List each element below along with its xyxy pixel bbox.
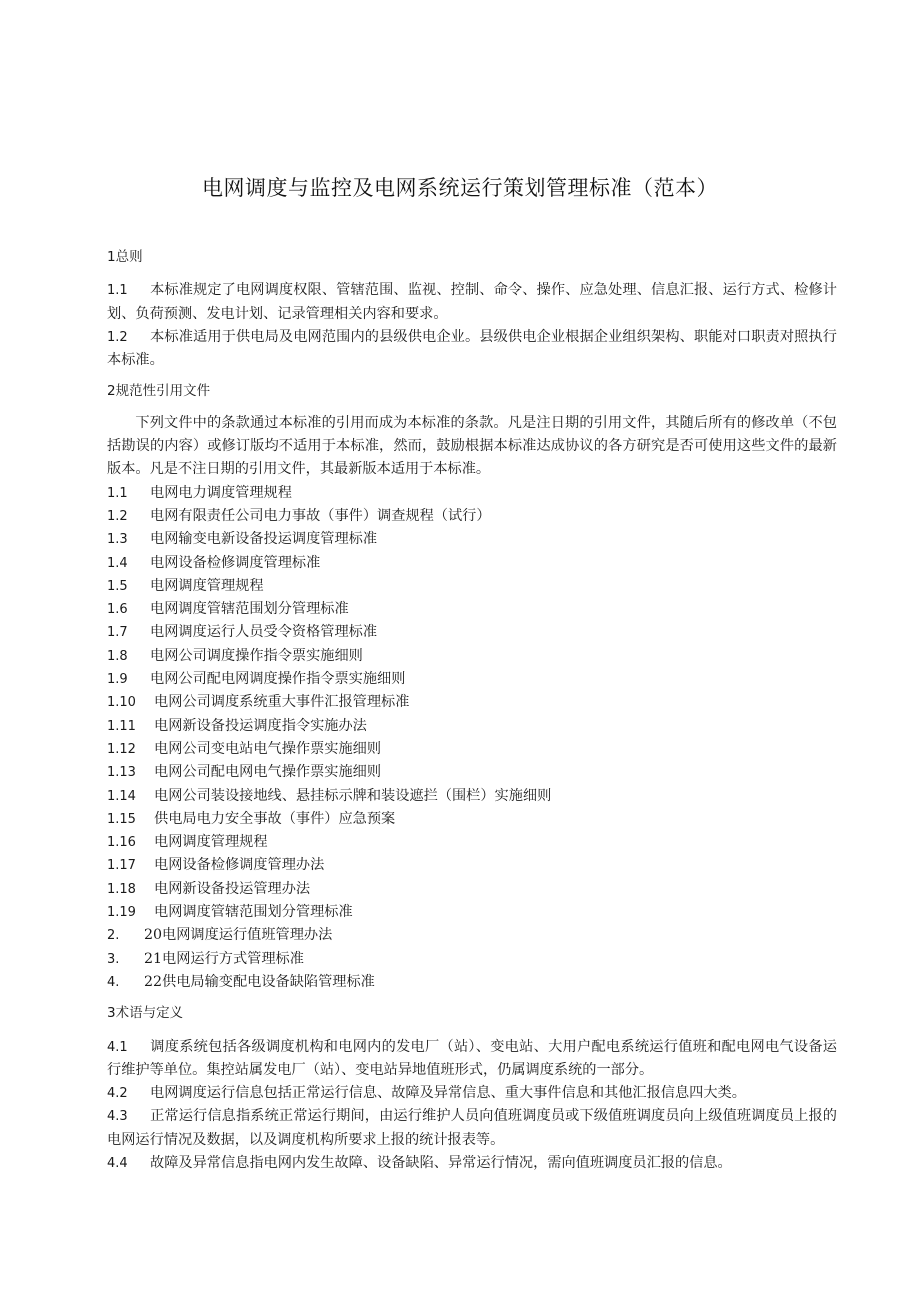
- section-heading-general: 1总则: [107, 249, 143, 265]
- clause-number: 1.9: [107, 672, 128, 688]
- clause-text: 电网新设备投运管理办法: [154, 880, 311, 897]
- clause-text: 电网输变电新设备投运调度管理标准: [150, 531, 378, 548]
- clause-text: 电网有限责任公司电力事故（事件）调查规程（试行）: [150, 507, 491, 524]
- clause-4-1: [107, 1036, 837, 1083]
- list-item: [107, 971, 837, 994]
- clause-number: 1.17: [107, 858, 136, 874]
- clause-text: 电网调度管辖范围划分管理标准: [150, 601, 349, 618]
- clause-number: 4.3: [107, 1109, 128, 1125]
- clause-text: 电网公司调度系统重大事件汇报管理标准: [154, 694, 410, 711]
- list-item: [107, 831, 837, 854]
- clause-number: 4.: [107, 974, 120, 990]
- list-item: [107, 691, 837, 714]
- clause-number: 1.12: [107, 741, 136, 757]
- document-title: 电网调度与监控及电网系统运行策划管理标准（范本）: [202, 176, 718, 200]
- list-item: [107, 924, 837, 947]
- clause-text: 22供电局输变配电设备缺陷管理标准: [144, 973, 375, 990]
- clause-number: 1.10: [107, 695, 136, 711]
- clause-text: 电网调度管辖范围划分管理标准: [154, 904, 353, 921]
- clause-text: 20电网调度运行值班管理办法: [144, 927, 333, 944]
- clause-number: 1.15: [107, 811, 136, 827]
- clause-number: 4.2: [107, 1086, 128, 1102]
- clause-text: 电网公司装设接地线、悬挂标示牌和装设遮拦（围栏）实施细则: [154, 787, 552, 804]
- document-body: [107, 246, 837, 1175]
- clause-number: 1.14: [107, 788, 136, 804]
- list-item: [107, 738, 837, 761]
- clause-text: 电网公司配电网电气操作票实施细则: [154, 764, 382, 781]
- list-item: [107, 645, 837, 668]
- list-item: [107, 528, 837, 551]
- clause-text: 电网新设备投运调度指令实施办法: [154, 717, 367, 734]
- clause-number: 1.13: [107, 765, 136, 781]
- clause-number: 1.2: [107, 508, 128, 524]
- clause-number: 1.3: [107, 532, 128, 548]
- list-item: [107, 575, 837, 598]
- clause-text: 电网设备检修调度管理标准: [150, 554, 321, 571]
- clause-number: 1.1: [107, 283, 128, 299]
- list-item: [107, 668, 837, 691]
- clause-number: 4.4: [107, 1155, 128, 1171]
- clause-number: 1.18: [107, 881, 136, 897]
- clause-text: 正常运行信息指系统正常运行期间，由运行维护人员向值班调度员或下级值班调度员向上级值班调度员上报的电网运行情况及数据，以及调度机构所要求上报的统计报表等。: [107, 1108, 837, 1148]
- clause-text: 电网电力调度管理规程: [150, 484, 292, 501]
- clause-text: 本标准适用于供电局及电网范围内的县级供电企业。县级供电企业根据企业组织架构、职能对口职责对照执行本标准。: [107, 328, 837, 369]
- clause-4-3: [107, 1105, 837, 1152]
- clause-text: 电网调度管理规程: [150, 577, 264, 594]
- clause-number: 1.5: [107, 578, 128, 594]
- list-item: [107, 901, 837, 924]
- clause-number: 1.16: [107, 835, 136, 851]
- list-item: [107, 785, 837, 808]
- list-item: [107, 761, 837, 784]
- list-item: [107, 808, 837, 831]
- clause-text: 电网调度运行信息包括正常运行信息、故障及异常信息、重大事件信息和其他汇报信息四大类。: [150, 1085, 746, 1102]
- clause-text: 电网公司配电网调度操作指令票实施细则: [150, 671, 406, 688]
- clause-4-4: [107, 1152, 837, 1175]
- clause-1-1: [107, 279, 837, 326]
- clause-text: 故障及异常信息指电网内发生故障、设备缺陷、异常运行情况，需向值班调度员汇报的信息。: [150, 1154, 732, 1171]
- list-item: [107, 598, 837, 621]
- clause-number: 1.8: [107, 648, 128, 664]
- clause-text: 调度系统包括各级调度机构和电网内的发电厂（站）、变电站、大用户配电系统运行值班和配电网电气设备运行维护等单位。集控站属发电厂（站）、变电站异地值班形式，仍属调度系统的一部分。: [107, 1038, 837, 1078]
- clause-number: 1.7: [107, 625, 128, 641]
- clause-text: 电网设备检修调度管理办法: [154, 857, 325, 874]
- clause-text: 电网调度管理规程: [154, 834, 268, 851]
- clause-number: 1.11: [107, 718, 136, 734]
- clause-4-2: [107, 1082, 837, 1105]
- clause-text: 本标准规定了电网调度权限、管辖范围、监视、控制、命令、操作、应急处理、信息汇报、运行方式、检修计划、负荷预测、发电计划、记录管理相关内容和要求。: [107, 282, 837, 322]
- clause-number: 3.: [107, 951, 120, 967]
- list-item: [107, 621, 837, 644]
- clause-number: 1.6: [107, 602, 128, 618]
- references-list: [107, 482, 837, 995]
- list-item: [107, 482, 837, 505]
- clause-number: 1.4: [107, 555, 128, 571]
- clause-number: 2.: [107, 928, 120, 944]
- clause-1-2: [107, 326, 837, 373]
- list-item: [107, 948, 837, 971]
- clause-text: 电网公司变电站电气操作票实施细则: [154, 740, 382, 757]
- list-item: [107, 505, 837, 528]
- clause-number: 4.1: [107, 1039, 128, 1055]
- list-item: [107, 715, 837, 738]
- clause-text: 供电局电力安全事故（事件）应急预案: [154, 810, 396, 827]
- clause-text: 21电网运行方式管理标准: [144, 950, 304, 967]
- clause-number: 1.1: [107, 485, 128, 501]
- list-item: [107, 878, 837, 901]
- clause-text: 电网调度运行人员受令资格管理标准: [150, 624, 378, 641]
- clause-text: 电网公司调度操作指令票实施细则: [150, 647, 363, 664]
- clause-number: 1.19: [107, 905, 136, 921]
- references-intro: 下列文件中的条款通过本标准的引用而成为本标准的条款。凡是注日期的引用文件，其随后所有的修改单（不包括勘误的内容）或修订版均不适用于本标准，然而，鼓励根据本标准达成协议的各方研究是否可使用这些文件的最新版本。凡是不注日期的引用文件，其最新版本适用于本标准。: [107, 414, 837, 478]
- clause-number: 1.2: [107, 329, 128, 345]
- section-heading-terms: 3术语与定义: [107, 1005, 184, 1022]
- section-heading-references: 2规范性引用文件: [107, 383, 211, 400]
- list-item: [107, 854, 837, 877]
- list-item: [107, 552, 837, 575]
